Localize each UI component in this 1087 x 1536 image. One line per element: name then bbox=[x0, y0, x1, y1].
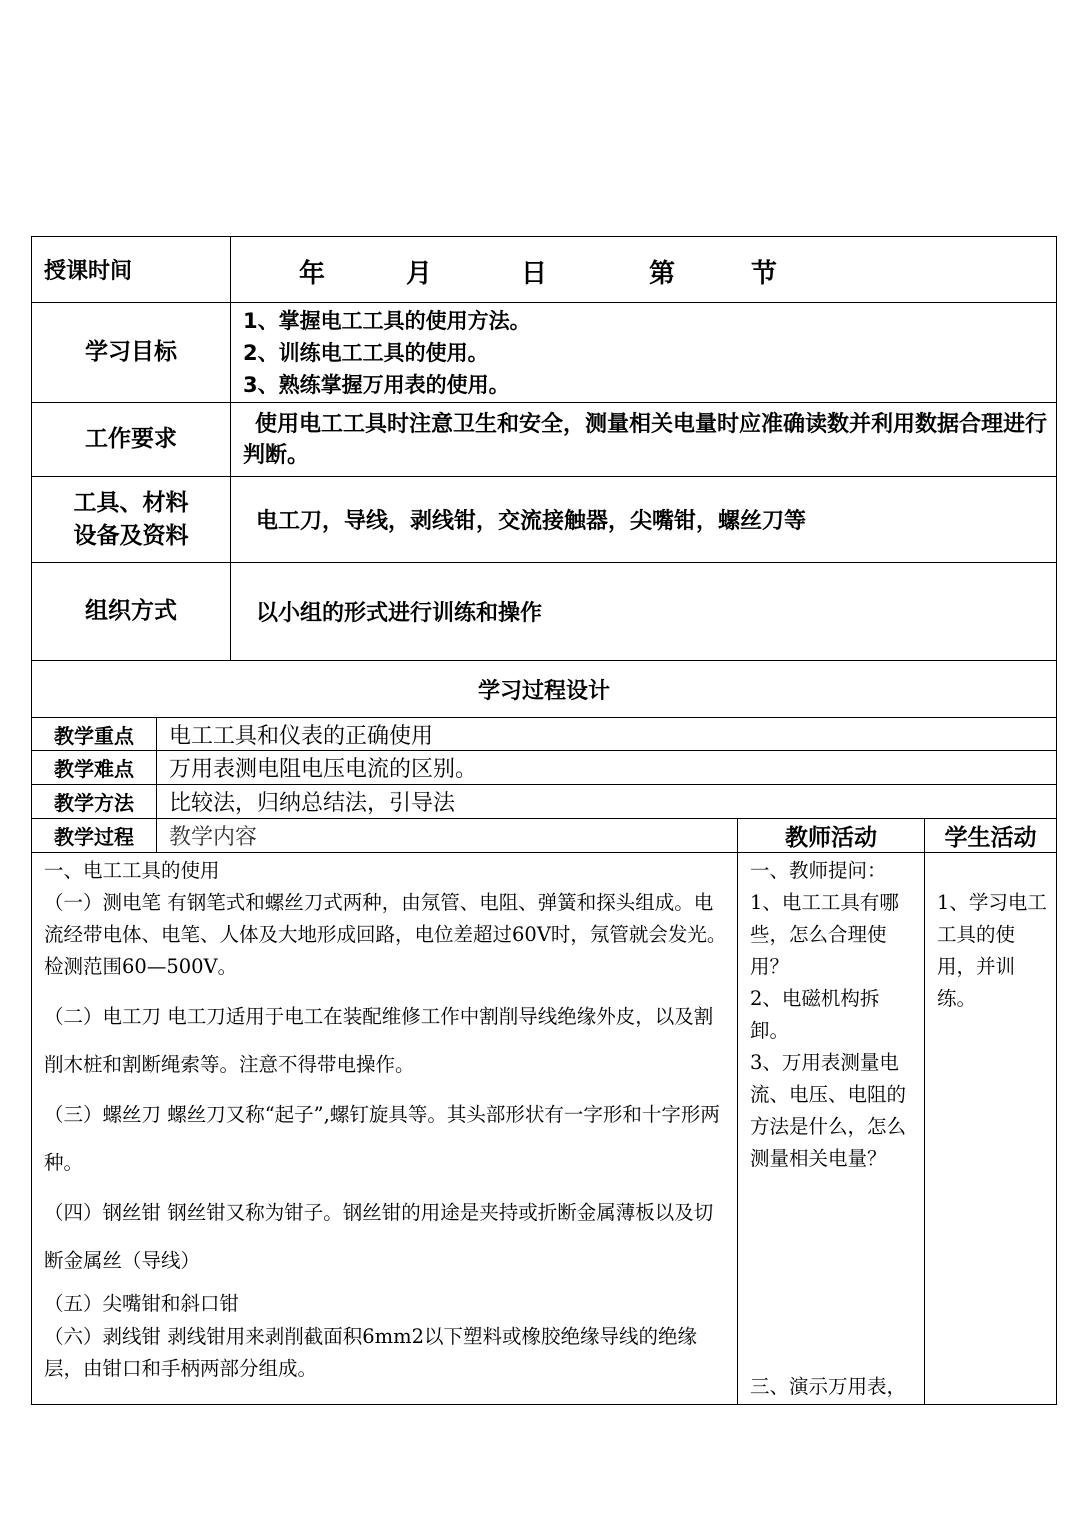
row-method bbox=[32, 785, 1057, 819]
teacher-item: 1、电工工具有哪些，怎么合理使用？ bbox=[750, 891, 899, 978]
teacher-activity-header: 教师活动 bbox=[738, 819, 925, 853]
row-organization bbox=[32, 563, 1057, 661]
goal-item: 2、训练电工工具的使用。 bbox=[243, 340, 489, 365]
student-activity-header: 学生活动 bbox=[925, 819, 1057, 853]
teacher-activity bbox=[738, 853, 925, 1405]
row-difficulty bbox=[32, 751, 1057, 785]
goal-item: 3、熟练掌握万用表的使用。 bbox=[243, 372, 510, 397]
key-point-value: 电工工具和仪表的正确使用 bbox=[157, 718, 1057, 751]
teaching-content bbox=[32, 853, 738, 1405]
content-paragraph-knife: （二）电工刀 电工刀适用于电工在装配维修工作中割削导线绝缘外皮，以及割削木桩和割断绳索等。注意不得带电操作。 bbox=[44, 1005, 714, 1076]
tools-label-line2: 设备及资料 bbox=[73, 522, 189, 549]
tools-materials-label bbox=[32, 477, 231, 563]
tools-label-line1: 工具、材料 bbox=[73, 489, 189, 516]
learning-goals-label: 学习目标 bbox=[32, 303, 231, 403]
organization-text: 以小组的形式进行训练和操作 bbox=[231, 563, 1057, 661]
row-process-header bbox=[32, 819, 1057, 853]
difficulty-label: 教学难点 bbox=[32, 751, 157, 785]
content-header: 教学内容 bbox=[157, 819, 738, 853]
method-value: 比较法，归纳总结法，引导法 bbox=[157, 785, 1057, 819]
teacher-item: 3、万用表测量电流、电压、电阻的方法是什么，怎么测量相关电量？ bbox=[750, 1051, 907, 1170]
period-suffix: 节 bbox=[751, 259, 778, 289]
content-paragraph-pliers: （四）钢丝钳 钢丝钳又称为钳子。钢丝钳的用途是夹持或折断金属薄板以及切断金属丝（导线） bbox=[44, 1201, 714, 1272]
row-teaching-time bbox=[32, 237, 1057, 303]
content-paragraph-screwdriver: （三）螺丝刀 螺丝刀又称“起子”,螺钉旋具等。其头部形状有一字形和十字形两种。 bbox=[44, 1103, 720, 1174]
month-label: 月 bbox=[406, 259, 433, 289]
teacher-item: 三、演示万用表， bbox=[750, 1375, 907, 1398]
row-section-title bbox=[32, 661, 1057, 718]
row-tools-materials bbox=[32, 477, 1057, 563]
lesson-plan-table bbox=[31, 236, 1057, 1405]
content-paragraph-needle-nose: （五）尖嘴钳和斜口钳 bbox=[44, 1292, 240, 1315]
section-title: 学习过程设计 bbox=[32, 661, 1057, 718]
teacher-item: 一、教师提问： bbox=[750, 859, 887, 882]
difficulty-value: 万用表测电阻电压电流的区别。 bbox=[157, 751, 1057, 785]
key-point-label: 教学重点 bbox=[32, 718, 157, 751]
content-paragraph-wire-stripper: （六）剥线钳 剥线钳用来剥削截面积6mm2以下塑料或橡胶绝缘导线的绝缘层，由钳口和手柄两部分组成。 bbox=[44, 1325, 697, 1380]
teaching-time-value bbox=[231, 237, 1057, 303]
student-activity: 1、学习电工工具的使用，并训练。 bbox=[925, 853, 1057, 1405]
process-label: 教学过程 bbox=[32, 819, 157, 853]
row-key-point bbox=[32, 718, 1057, 751]
year-label: 年 bbox=[299, 259, 326, 289]
content-paragraph-test-pen: （一）测电笔 有钢笔式和螺丝刀式两种，由氖管、电阻、弹簧和探头组成。电流经带电体、电笔、人体及大地形成回路，电位差超过60V时，氖管就会发光。检测范围60—500V。 bbox=[44, 891, 727, 978]
day-label: 日 bbox=[521, 259, 548, 289]
content-heading: 一、电工工具的使用 bbox=[44, 859, 220, 882]
period-prefix: 第 bbox=[649, 259, 676, 289]
lesson-plan bbox=[31, 236, 1056, 1405]
work-requirements-text: 使用电工工具时注意卫生和安全，测量相关电量时应准确读数并利用数据合理进行判断。 bbox=[231, 403, 1057, 477]
row-process-body bbox=[32, 853, 1057, 1405]
organization-label: 组织方式 bbox=[32, 563, 231, 661]
goal-item: 1、掌握电工工具的使用方法。 bbox=[243, 308, 531, 333]
method-label: 教学方法 bbox=[32, 785, 157, 819]
teaching-time-label: 授课时间 bbox=[32, 237, 231, 303]
teacher-item: 2、电磁机构拆卸。 bbox=[750, 987, 880, 1042]
work-requirements-label: 工作要求 bbox=[32, 403, 231, 477]
tools-materials-text: 电工刀，导线，剥线钳，交流接触器，尖嘴钳，螺丝刀等 bbox=[231, 477, 1057, 563]
row-work-requirements bbox=[32, 403, 1057, 477]
row-learning-goals bbox=[32, 303, 1057, 403]
learning-goals-list bbox=[231, 303, 1057, 403]
